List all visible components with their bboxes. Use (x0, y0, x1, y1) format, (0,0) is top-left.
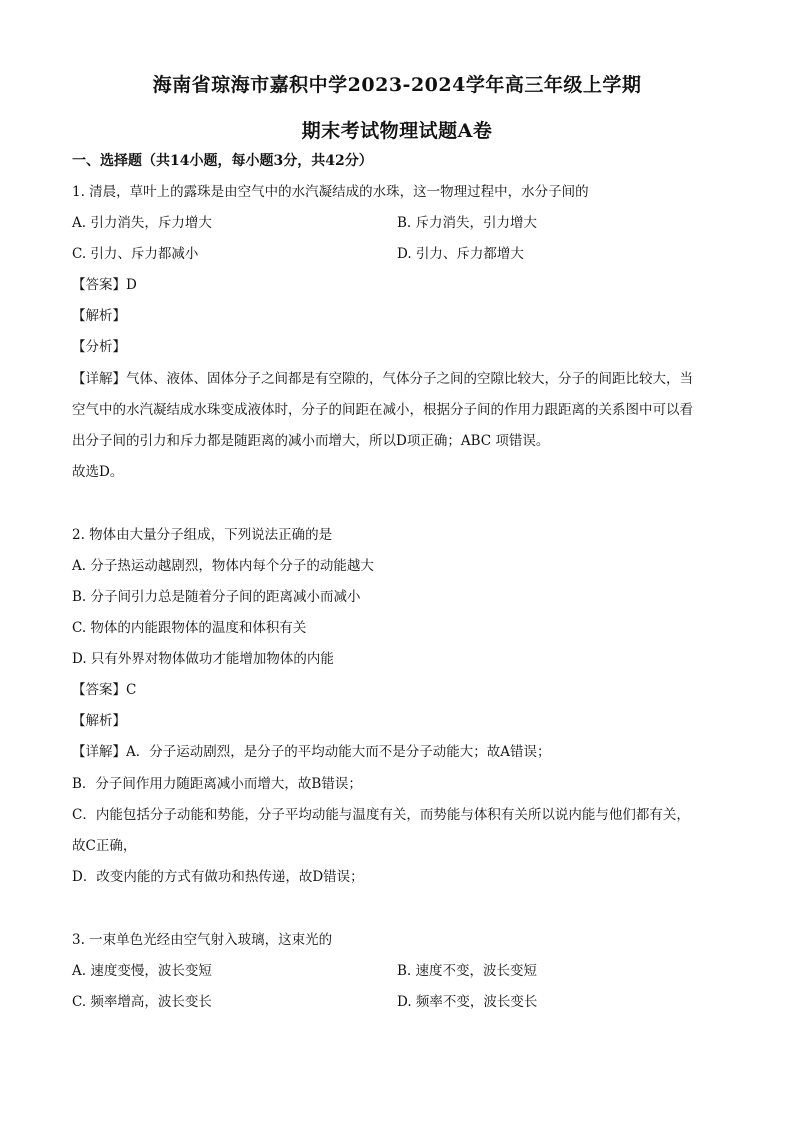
q2-option-b: B. 分子间引力总是随着分子间的距离减小而减小 (72, 589, 361, 605)
q3-option-a: A. 速度变慢，波长变短 (72, 963, 212, 979)
q2-analysis-label: 【解析】 (72, 713, 126, 729)
q1-stem: 1. 清晨，草叶上的露珠是由空气中的水汽凝结成的水珠，这一物理过程中，水分子间的 (72, 184, 589, 200)
q3-option-b: B. 速度不变，波长变短 (397, 963, 538, 979)
q2-detail-line5: D．改变内能的方式有做功和热传递，故D错误； (72, 869, 364, 885)
q2-answer: 【答案】C (72, 682, 137, 698)
q1-detail-line2: 空气中的水汽凝结成水珠变成液体时，分子的间距在减小，根据分子间的作用力跟距离的关系图中可以看 (72, 402, 693, 418)
q2-detail-line3: C．内能包括分子动能和势能，分子平均动能与温度有关，而势能与体积有关所以说内能与他们都有关， (72, 807, 690, 823)
q1-option-b: B. 斥力消失，引力增大 (397, 215, 538, 231)
document-title-line1: 海南省琼海市嘉积中学2023-2024学年高三年级上学期 (152, 74, 642, 96)
section-heading: 一、选择题（共14小题，每小题3分，共42分） (72, 153, 373, 169)
document-title-line2: 期末考试物理试题A卷 (301, 120, 493, 142)
q1-option-d: D. 引力、斥力都增大 (397, 246, 524, 262)
q1-option-a: A. 引力消失，斥力增大 (72, 215, 212, 231)
q1-analysis-label: 【解析】 (72, 308, 126, 324)
q2-option-d: D. 只有外界对物体做功才能增加物体的内能 (72, 651, 334, 667)
q2-option-c: C. 物体的内能跟物体的温度和体积有关 (72, 620, 307, 636)
q2-option-a: A. 分子热运动越剧烈，物体内每个分子的动能越大 (72, 558, 374, 574)
q3-option-d: D. 频率不变，波长变长 (397, 994, 538, 1010)
q1-detail-line1: 【详解】气体、液体、固体分子之间都是有空隙的，气体分子之间的空隙比较大，分子的间距比较大，当 (72, 371, 693, 387)
q2-detail-line1: 【详解】A．分子运动剧烈，是分子的平均动能大而不是分子动能大；故A错误； (72, 744, 551, 760)
q1-conclusion: 故选D。 (72, 464, 124, 480)
q2-detail-line2: B．分子间作用力随距离减小而增大，故B错误； (72, 776, 362, 792)
q2-stem: 2. 物体由大量分子组成，下列说法正确的是 (72, 527, 333, 543)
q1-fenxi-label: 【分析】 (72, 339, 126, 355)
q1-detail-line3: 出分子间的引力和斥力都是随距离的减小而增大，所以D项正确；ABC 项错误。 (72, 433, 550, 449)
q1-answer: 【答案】D (72, 277, 137, 293)
q1-option-c: C. 引力、斥力都减小 (72, 246, 199, 262)
q3-stem: 3. 一束单色光经由空气射入玻璃，这束光的 (72, 932, 333, 948)
q3-option-c: C. 频率增高，波长变长 (72, 994, 212, 1010)
q2-detail-line4: 故C正确， (72, 838, 137, 854)
